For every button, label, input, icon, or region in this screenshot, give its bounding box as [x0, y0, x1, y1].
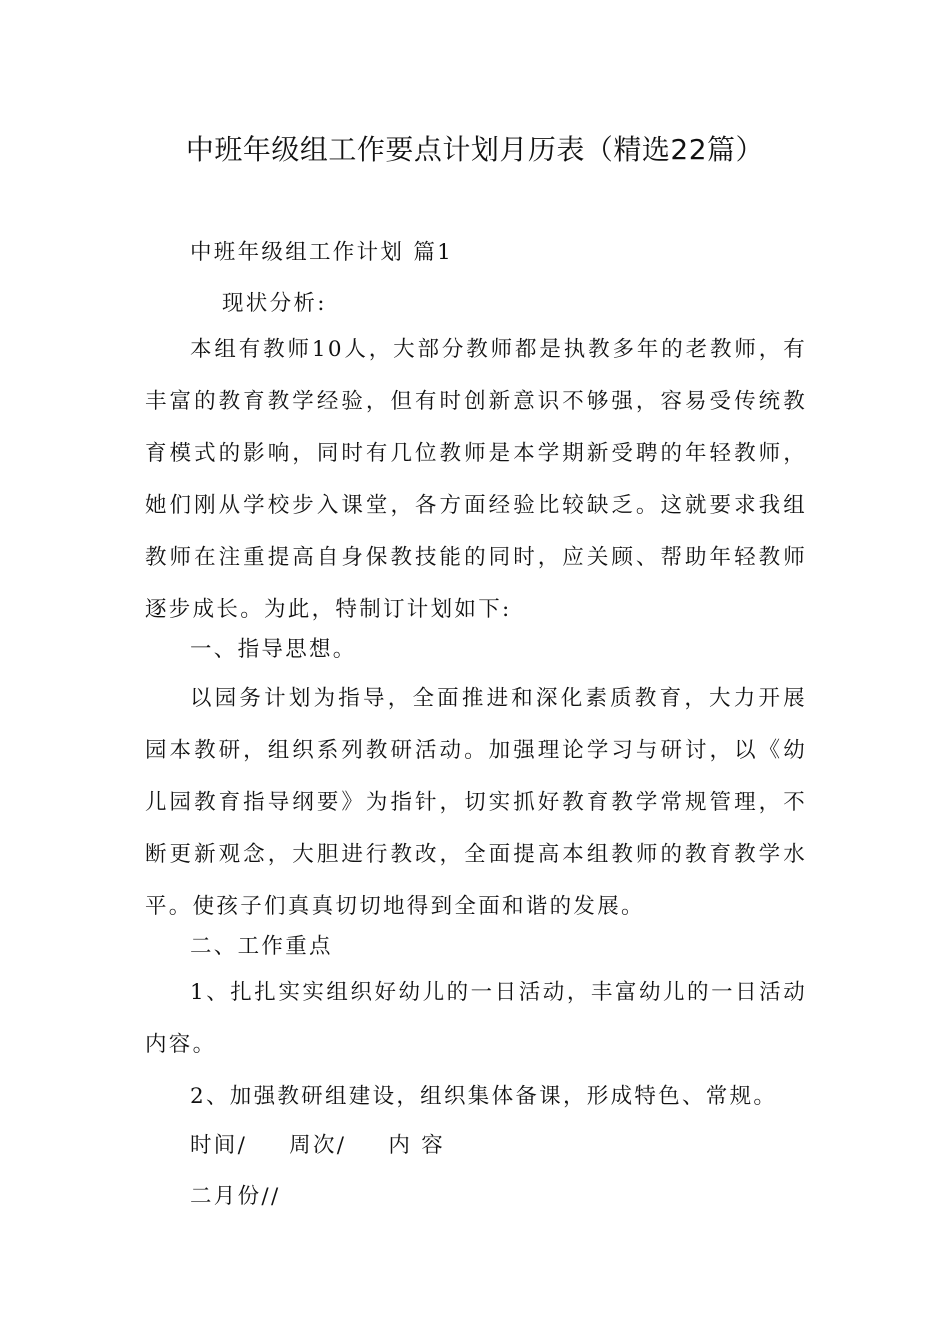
work-focus-heading: 二、工作重点: [190, 934, 333, 959]
section-heading: 中班年级组工作计划 篇1: [190, 240, 454, 265]
header-content: 内 容: [388, 1133, 446, 1158]
header-time: 时间/: [190, 1133, 248, 1158]
header-week: 周次/: [289, 1133, 347, 1158]
guiding-thought-heading: 一、指导思想。: [190, 637, 357, 662]
work-focus-item-2: 2、加强教研组建设，组织集体备课，形成特色、常规。: [190, 1084, 778, 1109]
guiding-thought-paragraph: 以园务计划为指导，全面推进和深化素质教育，大力开展园本教研，组织系列教研活动。加强理论学习与研讨，以《幼儿园教育指导纲要》为指针，切实抓好教育教学常规管理，不断更新观念，大胆进行教改，全面提高本组教师的教育教学水平。使孩子们真真切切地得到全面和谐的发展。: [145, 686, 807, 919]
schedule-table-header: [190, 1131, 445, 1161]
status-analysis-paragraph: 本组有教师10人，大部分教师都是执教多年的老教师，有丰富的教育教学经验，但有时创新意识不够强，容易受传统教育模式的影响，同时有几位教师是本学期新受聘的年轻教师，她们刚从学校步入课堂，各方面经验比较缺乏。这就要求我组教师在注重提高自身保教技能的同时，应关顾、帮助年轻教师逐步成长。为此，特制订计划如下:: [145, 337, 807, 622]
schedule-month-row: 二月份//: [190, 1184, 281, 1209]
work-focus-item-1: 1、扎扎实实组织好幼儿的一日活动，丰富幼儿的一日活动内容。: [145, 980, 807, 1057]
document-title: 中班年级组工作要点计划月历表（精选22篇）: [185, 133, 765, 166]
status-analysis-heading: 现状分析:: [222, 291, 327, 316]
